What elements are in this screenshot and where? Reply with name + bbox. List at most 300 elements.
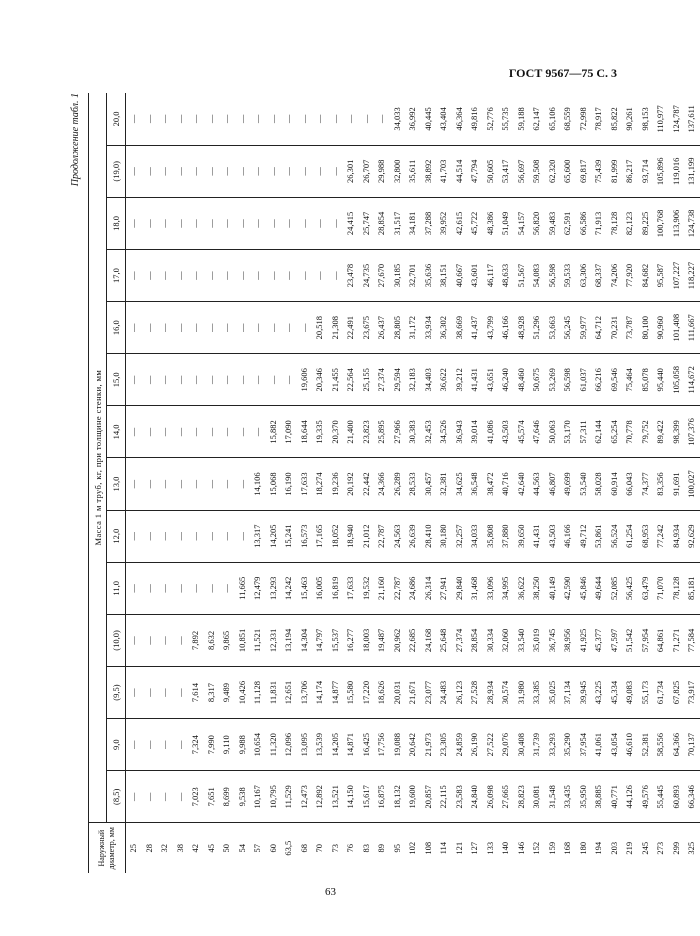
- mass-cell: 9,110: [219, 719, 235, 771]
- table-row: [126, 93, 142, 873]
- mass-cell: 22,115: [436, 771, 452, 823]
- mass-cell: 53,269: [545, 354, 561, 406]
- mass-cell: —: [297, 250, 313, 302]
- mass-cell: 59,533: [560, 250, 576, 302]
- mass-cell: —: [157, 667, 173, 719]
- mass-cell: —: [126, 719, 142, 771]
- mass-cell: 100,768: [653, 197, 669, 249]
- mass-cell: 137,611: [686, 105, 696, 133]
- mass-cell: —: [329, 114, 340, 124]
- diameter-cell: 159: [545, 823, 561, 873]
- mass-cell: 43,651: [483, 354, 499, 406]
- mass-cell: —: [126, 562, 142, 614]
- mass-cell: —: [157, 145, 173, 197]
- mass-cell: 26,289: [390, 458, 406, 510]
- mass-cell: 32,800: [390, 145, 406, 197]
- thickness-col-header: 17,0: [107, 250, 126, 302]
- mass-cell: 24,735: [359, 250, 375, 302]
- thickness-col-header: 9,0: [107, 719, 126, 771]
- mass-cell: 85,181: [684, 562, 700, 614]
- mass-cell: —: [204, 354, 220, 406]
- mass-cell: 29,594: [390, 354, 406, 406]
- mass-cell: 41,925: [576, 614, 592, 666]
- mass-cell: 53,663: [545, 302, 561, 354]
- mass-cell: 59,508: [529, 145, 545, 197]
- mass-cell: 14,242: [281, 562, 297, 614]
- mass-cell: 21,455: [328, 354, 344, 406]
- diameter-cell: 108: [421, 823, 437, 873]
- mass-cell: 81,999: [607, 145, 623, 197]
- mass-cell: 46,240: [498, 354, 514, 406]
- mass-cell: 66,586: [576, 197, 592, 249]
- mass-cell: 31,739: [529, 719, 545, 771]
- mass-cell: 33,293: [545, 719, 561, 771]
- mass-cell: —: [157, 562, 173, 614]
- mass-cell: 56,598: [560, 354, 576, 406]
- mass-cell: 41,431: [529, 510, 545, 562]
- mass-cell: 119,016: [669, 145, 685, 197]
- mass-cell: 13,317: [250, 510, 266, 562]
- mass-cell: 48,633: [498, 250, 514, 302]
- mass-cell: 15,617: [359, 771, 375, 823]
- mass-cell: —: [219, 406, 235, 458]
- mass-cell: 77,920: [622, 250, 638, 302]
- mass-cell: 58,556: [653, 719, 669, 771]
- mass-cell: 50,675: [529, 354, 545, 406]
- mass-cell: —: [235, 510, 251, 562]
- mass-cell: 47,597: [607, 614, 623, 666]
- diameter-cell: 114: [436, 823, 452, 873]
- mass-cell: 73,917: [684, 667, 700, 719]
- mass-cell: 51,296: [529, 302, 545, 354]
- mass-cell: 25,895: [374, 406, 390, 458]
- mass-cell: 82,123: [622, 197, 638, 249]
- mass-cell: —: [266, 197, 282, 249]
- mass-cell: 54,157: [514, 197, 530, 249]
- mass-cell: 38,472: [483, 458, 499, 510]
- mass-cell: 38,250: [529, 562, 545, 614]
- mass-cell: 61,037: [576, 354, 592, 406]
- mass-cell: 37,954: [576, 719, 592, 771]
- mass-cell: —: [142, 145, 158, 197]
- mass-cell: —: [312, 197, 328, 249]
- mass-cell: 56,697: [514, 145, 530, 197]
- mass-cell: —: [281, 197, 297, 249]
- mass-cell: 16,190: [281, 458, 297, 510]
- mass-cell: 85,078: [638, 354, 654, 406]
- mass-cell: 25,155: [359, 354, 375, 406]
- mass-cell: 28,805: [390, 302, 406, 354]
- diameter-cell: 245: [638, 823, 654, 873]
- mass-cell: 39,212: [452, 354, 468, 406]
- mass-cell: 24,859: [452, 719, 468, 771]
- mass-cell: 21,308: [328, 302, 344, 354]
- diameter-cell: 219: [622, 823, 638, 873]
- mass-cell: 35,019: [529, 614, 545, 666]
- mass-cell: 24,686: [405, 562, 421, 614]
- mass-cell: 74,206: [607, 250, 623, 302]
- mass-cell: —: [281, 250, 297, 302]
- table-row: [235, 93, 251, 873]
- mass-cell: 38,669: [452, 302, 468, 354]
- mass-cell: —: [219, 562, 235, 614]
- mass-cell: 59,188: [515, 107, 526, 131]
- mass-cell: 65,600: [560, 145, 576, 197]
- mass-cell: —: [250, 406, 266, 458]
- diameter-cell: 325: [684, 823, 700, 873]
- mass-cell: —: [126, 406, 142, 458]
- mass-cell: 46,117: [483, 250, 499, 302]
- mass-cell: 47,794: [467, 145, 483, 197]
- mass-cell: 30,334: [483, 614, 499, 666]
- mass-cell: 65,106: [546, 107, 557, 131]
- mass-cell: 43,799: [483, 302, 499, 354]
- mass-cell: 68,559: [562, 107, 572, 131]
- mass-cell: 53,540: [576, 458, 592, 510]
- mass-cell: —: [157, 719, 173, 771]
- mass-cell: 63,306: [576, 250, 592, 302]
- diameter-cell: 70: [312, 823, 328, 873]
- mass-cell: —: [142, 197, 158, 249]
- mass-cell: 21,160: [374, 562, 390, 614]
- mass-cell: —: [281, 145, 297, 197]
- mass-cell: 17,756: [374, 719, 390, 771]
- mass-cell: —: [173, 719, 189, 771]
- mass-cell: —: [219, 302, 235, 354]
- table-row: [390, 93, 406, 873]
- thickness-col-header: 15,0: [107, 354, 126, 406]
- mass-cell: 37,134: [560, 667, 576, 719]
- diameter-cell: 152: [529, 823, 545, 873]
- thickness-col-header: 20,0: [107, 93, 126, 145]
- mass-cell: 107,376: [684, 406, 700, 458]
- mass-cell: 50,063: [545, 406, 561, 458]
- mass-cell: 59,977: [576, 302, 592, 354]
- mass-cell: 57,954: [638, 614, 654, 666]
- table-row: [142, 93, 158, 873]
- mass-cell: —: [159, 114, 169, 124]
- mass-cell: 14,106: [250, 458, 266, 510]
- mass-cell: 36,302: [436, 302, 452, 354]
- mass-cell: 36,622: [514, 562, 530, 614]
- mass-cell: —: [142, 771, 158, 823]
- mass-cell: —: [267, 114, 278, 124]
- mass-cell: 41,437: [467, 302, 483, 354]
- mass-cell: 33,096: [483, 562, 499, 614]
- mass-cell: —: [250, 354, 266, 406]
- mass-cell: —: [219, 145, 235, 197]
- mass-cell: 11,665: [235, 562, 251, 614]
- mass-cell: 95,440: [653, 354, 669, 406]
- mass-cell: —: [204, 458, 220, 510]
- mass-cell: —: [157, 510, 173, 562]
- mass-cell: —: [157, 354, 173, 406]
- mass-cell: 9,865: [219, 614, 235, 666]
- mass-cell: 22,491: [343, 302, 359, 354]
- diameter-cell: 57: [250, 823, 266, 873]
- mass-cell: —: [128, 114, 138, 124]
- diameter-cell: 63,5: [281, 823, 297, 873]
- mass-cell: 7,324: [188, 719, 204, 771]
- mass-cell: 17,090: [281, 406, 297, 458]
- diameter-header: Наружный диаметр, мм: [89, 823, 126, 873]
- mass-cell: 13,293: [266, 562, 282, 614]
- mass-cell: 30,457: [421, 458, 437, 510]
- mass-cell: —: [126, 302, 142, 354]
- mass-cell: 60,914: [607, 458, 623, 510]
- mass-cell: —: [328, 145, 344, 197]
- mass-cell: 21,973: [421, 719, 437, 771]
- mass-cell: 28,934: [483, 667, 499, 719]
- mass-cell: 25,747: [359, 197, 375, 249]
- mass-cell: 25,648: [436, 614, 452, 666]
- mass-cell: 36,548: [467, 458, 483, 510]
- mass-cell: 34,526: [436, 406, 452, 458]
- mass-cell: 19,236: [328, 458, 344, 510]
- table-row: [669, 93, 685, 873]
- diameter-cell: 127: [467, 823, 483, 873]
- diameter-cell: 38: [173, 823, 189, 873]
- mass-cell: 18,132: [390, 771, 406, 823]
- mass-cell: —: [142, 667, 158, 719]
- mass-cell: 24,168: [421, 614, 437, 666]
- table-row: [545, 93, 561, 873]
- mass-cell: 48,928: [514, 302, 530, 354]
- mass-cell: —: [235, 197, 251, 249]
- mass-cell: 38,892: [421, 145, 437, 197]
- mass-cell: —: [188, 302, 204, 354]
- mass-cell: 49,816: [469, 107, 479, 131]
- mass-cell: 55,445: [653, 771, 669, 823]
- mass-cell: —: [126, 510, 142, 562]
- mass-cell: —: [142, 614, 158, 666]
- mass-cell: 17,633: [297, 458, 313, 510]
- mass-cell: 14,304: [297, 614, 313, 666]
- mass-cell: 44,563: [529, 458, 545, 510]
- mass-cell: 24,563: [390, 510, 406, 562]
- mass-cell: —: [173, 771, 189, 823]
- mass-cell: 118,227: [684, 250, 700, 302]
- mass-cell: 7,651: [204, 771, 220, 823]
- mass-cell: 12,096: [281, 719, 297, 771]
- mass-cell: 31,517: [390, 197, 406, 249]
- mass-cell: —: [126, 667, 142, 719]
- table-row: [607, 93, 623, 873]
- mass-cell: 19,487: [374, 614, 390, 666]
- mass-cell: 41,431: [467, 354, 483, 406]
- mass-cell: 124,787: [670, 105, 681, 133]
- mass-cell: 60,893: [669, 771, 685, 823]
- diameter-cell: 95: [390, 823, 406, 873]
- mass-cell: 51,542: [622, 614, 638, 666]
- mass-cell: 68,953: [638, 510, 654, 562]
- mass-cell: —: [235, 458, 251, 510]
- mass-cell: 75,464: [622, 354, 638, 406]
- table-row: [281, 93, 297, 873]
- mass-cell: —: [219, 354, 235, 406]
- mass-cell: 9,988: [235, 719, 251, 771]
- diameter-cell: 273: [653, 823, 669, 873]
- mass-cell: 11,521: [250, 614, 266, 666]
- mass-cell: 17,633: [343, 562, 359, 614]
- mass-cell: 105,896: [653, 145, 669, 197]
- mass-cell: 10,167: [250, 771, 266, 823]
- mass-cell: 21,400: [343, 406, 359, 458]
- mass-cell: 27,941: [436, 562, 452, 614]
- mass-cell: 37,880: [498, 510, 514, 562]
- diameter-cell: 45: [204, 823, 220, 873]
- table-row: [560, 93, 576, 873]
- table-row: [653, 93, 669, 873]
- thickness-col-header: 12,0: [107, 510, 126, 562]
- mass-cell: 24,483: [436, 667, 452, 719]
- mass-cell: 30,081: [529, 771, 545, 823]
- mass-cell: —: [360, 114, 371, 124]
- mass-cell: —: [221, 114, 231, 124]
- mass-cell: 33,385: [529, 667, 545, 719]
- mass-cell: —: [188, 354, 204, 406]
- mass-cell: —: [328, 250, 344, 302]
- mass-cell: 78,128: [607, 197, 623, 249]
- mass-cell: 65,254: [607, 406, 623, 458]
- mass-cell: 89,225: [638, 197, 654, 249]
- mass-cell: 33,435: [560, 771, 576, 823]
- mass-cell: 27,670: [374, 250, 390, 302]
- mass-cell: 19,532: [359, 562, 375, 614]
- table-row: [204, 93, 220, 873]
- mass-cell: 47,646: [529, 406, 545, 458]
- mass-cell: —: [190, 114, 200, 124]
- mass-cell: 29,840: [452, 562, 468, 614]
- mass-cell: 20,857: [421, 771, 437, 823]
- mass-cell: —: [188, 458, 204, 510]
- table-row: [359, 93, 375, 873]
- mass-cell: 48,386: [483, 197, 499, 249]
- mass-cell: 28,823: [514, 771, 530, 823]
- mass-cell: 98,153: [639, 107, 650, 131]
- mass-cell: —: [126, 197, 142, 249]
- mass-cell: 53,170: [560, 406, 576, 458]
- table-row: [374, 93, 390, 873]
- mass-cell: 105,058: [669, 354, 685, 406]
- mass-cell: 73,787: [622, 302, 638, 354]
- mass-cell: 18,274: [312, 458, 328, 510]
- mass-cell: 36,992: [407, 107, 417, 131]
- mass-cell: 52,776: [484, 107, 495, 131]
- mass-cell: 26,190: [467, 719, 483, 771]
- mass-cell: 15,463: [297, 562, 313, 614]
- mass-cell: 124,738: [684, 197, 700, 249]
- diameter-cell: 73: [328, 823, 344, 873]
- mass-cell: 19,606: [297, 354, 313, 406]
- mass-cell: 70,231: [607, 302, 623, 354]
- mass-cell: 93,714: [638, 145, 654, 197]
- mass-cell: 79,752: [638, 406, 654, 458]
- mass-cell: —: [157, 250, 173, 302]
- mass-cell: 12,331: [266, 614, 282, 666]
- mass-cell: —: [219, 250, 235, 302]
- mass-cell: 28,854: [467, 614, 483, 666]
- mass-cell: 15,068: [266, 458, 282, 510]
- thickness-col-header: (9,5): [107, 667, 126, 719]
- mass-cell: 58,028: [591, 458, 607, 510]
- mass-cell: 22,442: [359, 458, 375, 510]
- mass-cell: 56,598: [545, 250, 561, 302]
- mass-cell: 64,366: [669, 719, 685, 771]
- mass-cell: 28,854: [374, 197, 390, 249]
- diameter-cell: 68: [297, 823, 313, 873]
- mass-cell: 10,654: [250, 719, 266, 771]
- mass-cell: 43,503: [545, 510, 561, 562]
- table-row: [421, 93, 437, 873]
- mass-cell: —: [204, 562, 220, 614]
- mass-cell: 50,605: [483, 145, 499, 197]
- mass-cell: 49,699: [560, 458, 576, 510]
- mass-cell: 95,587: [653, 250, 669, 302]
- mass-cell: —: [314, 114, 324, 124]
- mass-cell: —: [173, 458, 189, 510]
- mass-cell: 16,573: [297, 510, 313, 562]
- table-row: [467, 93, 483, 873]
- mass-cell: 14,877: [328, 667, 344, 719]
- mass-cell: 51,049: [498, 197, 514, 249]
- mass-cell: —: [266, 302, 282, 354]
- mass-cell: 34,033: [391, 107, 402, 131]
- mass-cell: 26,639: [405, 510, 421, 562]
- mass-cell: 42,590: [560, 562, 576, 614]
- table-row: [498, 93, 514, 873]
- mass-cell: 84,682: [638, 250, 654, 302]
- mass-cell: 30,185: [390, 250, 406, 302]
- mass-cell: 83,356: [653, 458, 669, 510]
- mass-cell: 113,906: [669, 197, 685, 249]
- mass-cell: —: [204, 302, 220, 354]
- thickness-col-header: (8,5): [107, 771, 126, 823]
- mass-cell: 13,539: [312, 719, 328, 771]
- mass-cell: 9,538: [235, 771, 251, 823]
- mass-cell: 46,610: [622, 719, 638, 771]
- mass-cell: —: [188, 145, 204, 197]
- mass-cell: 110,977: [655, 105, 665, 133]
- mass-cell: —: [173, 354, 189, 406]
- diameter-cell: 54: [235, 823, 251, 873]
- mass-cell: 41,086: [483, 406, 499, 458]
- mass-cell: 61,734: [653, 667, 669, 719]
- mass-cell: 12,892: [312, 771, 328, 823]
- mass-cell: —: [173, 510, 189, 562]
- mass-cell: 16,277: [343, 614, 359, 666]
- mass-cell: 42,615: [452, 197, 468, 249]
- mass-cell: 15,580: [343, 667, 359, 719]
- mass-cell: 35,950: [576, 771, 592, 823]
- mass-cell: 77,242: [653, 510, 669, 562]
- mass-cell: 33,540: [514, 614, 530, 666]
- mass-cell: 24,366: [374, 458, 390, 510]
- mass-cell: 39,014: [467, 406, 483, 458]
- thickness-col-header: (19,0): [107, 145, 126, 197]
- mass-cell: 39,650: [514, 510, 530, 562]
- mass-cell: 20,518: [312, 302, 328, 354]
- mass-cell: 30,574: [498, 667, 514, 719]
- mass-cell: 14,205: [266, 510, 282, 562]
- mass-cell: 71,913: [591, 197, 607, 249]
- mass-cell: —: [312, 250, 328, 302]
- mass-cell: 14,871: [343, 719, 359, 771]
- mass-header: Масса 1 м труб, кг, при толщине стенки, мм: [89, 93, 107, 823]
- table-row: [576, 93, 592, 873]
- mass-cell: 7,023: [188, 771, 204, 823]
- mass-cell: 38,151: [436, 250, 452, 302]
